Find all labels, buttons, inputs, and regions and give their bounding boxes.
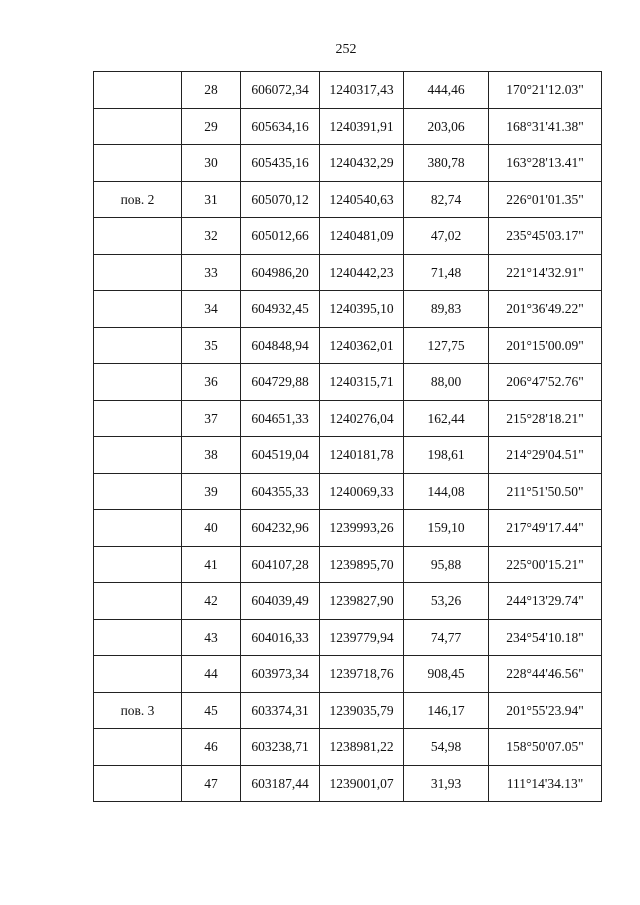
point-number-cell: 28 <box>182 72 241 109</box>
segment-length-cell: 908,45 <box>404 656 489 693</box>
segment-length-cell: 198,61 <box>404 437 489 474</box>
direction-angle-cell: 214°29'04.51" <box>489 437 602 474</box>
y-coordinate-cell: 1239895,70 <box>320 546 404 583</box>
y-coordinate-cell: 1240442,23 <box>320 254 404 291</box>
table-row <box>94 108 602 145</box>
table-row <box>94 327 602 364</box>
x-coordinate-cell: 604107,28 <box>241 546 320 583</box>
y-coordinate-cell: 1239035,79 <box>320 692 404 729</box>
direction-angle-cell: 244°13'29.74" <box>489 583 602 620</box>
point-number-cell: 40 <box>182 510 241 547</box>
segment-length-cell: 71,48 <box>404 254 489 291</box>
x-coordinate-cell: 604355,33 <box>241 473 320 510</box>
turn-label-cell <box>94 291 182 328</box>
segment-length-cell: 203,06 <box>404 108 489 145</box>
table-row <box>94 145 602 182</box>
direction-angle-cell: 228°44'46.56" <box>489 656 602 693</box>
direction-angle-cell: 226°01'01.35" <box>489 181 602 218</box>
point-number-cell: 29 <box>182 108 241 145</box>
x-coordinate-cell: 604232,96 <box>241 510 320 547</box>
segment-length-cell: 31,93 <box>404 765 489 802</box>
table-row <box>94 546 602 583</box>
turn-label-cell: пов. 3 <box>94 692 182 729</box>
point-number-cell: 30 <box>182 145 241 182</box>
table-row <box>94 364 602 401</box>
turn-label-cell <box>94 400 182 437</box>
point-number-cell: 33 <box>182 254 241 291</box>
direction-angle-cell: 225°00'15.21" <box>489 546 602 583</box>
turn-label-cell <box>94 583 182 620</box>
coordinates-table-body <box>94 72 602 802</box>
direction-angle-cell: 170°21'12.03" <box>489 72 602 109</box>
point-number-cell: 43 <box>182 619 241 656</box>
y-coordinate-cell: 1240362,01 <box>320 327 404 364</box>
y-coordinate-cell: 1239001,07 <box>320 765 404 802</box>
direction-angle-cell: 211°51'50.50" <box>489 473 602 510</box>
turn-label-cell <box>94 510 182 547</box>
table-row <box>94 692 602 729</box>
x-coordinate-cell: 603973,34 <box>241 656 320 693</box>
table-row <box>94 218 602 255</box>
y-coordinate-cell: 1240317,43 <box>320 72 404 109</box>
point-number-cell: 46 <box>182 729 241 766</box>
y-coordinate-cell: 1239827,90 <box>320 583 404 620</box>
point-number-cell: 34 <box>182 291 241 328</box>
y-coordinate-cell: 1240276,04 <box>320 400 404 437</box>
turn-label-cell <box>94 254 182 291</box>
direction-angle-cell: 201°36'49.22" <box>489 291 602 328</box>
direction-angle-cell: 235°45'03.17" <box>489 218 602 255</box>
turn-label-cell <box>94 473 182 510</box>
direction-angle-cell: 168°31'41.38" <box>489 108 602 145</box>
segment-length-cell: 146,17 <box>404 692 489 729</box>
table-row <box>94 181 602 218</box>
segment-length-cell: 159,10 <box>404 510 489 547</box>
turn-label-cell <box>94 218 182 255</box>
direction-angle-cell: 234°54'10.18" <box>489 619 602 656</box>
point-number-cell: 44 <box>182 656 241 693</box>
segment-length-cell: 89,83 <box>404 291 489 328</box>
y-coordinate-cell: 1239779,94 <box>320 619 404 656</box>
x-coordinate-cell: 605435,16 <box>241 145 320 182</box>
table-row <box>94 72 602 109</box>
table-row <box>94 729 602 766</box>
x-coordinate-cell: 604729,88 <box>241 364 320 401</box>
direction-angle-cell: 221°14'32.91" <box>489 254 602 291</box>
x-coordinate-cell: 604039,49 <box>241 583 320 620</box>
point-number-cell: 35 <box>182 327 241 364</box>
turn-label-cell <box>94 656 182 693</box>
direction-angle-cell: 163°28'13.41" <box>489 145 602 182</box>
turn-label-cell <box>94 108 182 145</box>
segment-length-cell: 54,98 <box>404 729 489 766</box>
turn-label-cell <box>94 364 182 401</box>
turn-label-cell <box>94 145 182 182</box>
point-number-cell: 41 <box>182 546 241 583</box>
segment-length-cell: 82,74 <box>404 181 489 218</box>
point-number-cell: 38 <box>182 437 241 474</box>
y-coordinate-cell: 1240395,10 <box>320 291 404 328</box>
x-coordinate-cell: 604519,04 <box>241 437 320 474</box>
point-number-cell: 37 <box>182 400 241 437</box>
turn-label-cell <box>94 327 182 364</box>
direction-angle-cell: 111°14'34.13" <box>489 765 602 802</box>
point-number-cell: 31 <box>182 181 241 218</box>
segment-length-cell: 74,77 <box>404 619 489 656</box>
turn-label-cell <box>94 729 182 766</box>
turn-label-cell <box>94 437 182 474</box>
x-coordinate-cell: 605012,66 <box>241 218 320 255</box>
coordinates-table <box>93 71 602 802</box>
point-number-cell: 39 <box>182 473 241 510</box>
y-coordinate-cell: 1240391,91 <box>320 108 404 145</box>
point-number-cell: 32 <box>182 218 241 255</box>
turn-label-cell <box>94 72 182 109</box>
x-coordinate-cell: 604016,33 <box>241 619 320 656</box>
segment-length-cell: 88,00 <box>404 364 489 401</box>
point-number-cell: 47 <box>182 765 241 802</box>
direction-angle-cell: 201°55'23.94" <box>489 692 602 729</box>
table-row <box>94 656 602 693</box>
table-row <box>94 291 602 328</box>
segment-length-cell: 95,88 <box>404 546 489 583</box>
x-coordinate-cell: 603238,71 <box>241 729 320 766</box>
direction-angle-cell: 215°28'18.21" <box>489 400 602 437</box>
segment-length-cell: 47,02 <box>404 218 489 255</box>
segment-length-cell: 162,44 <box>404 400 489 437</box>
y-coordinate-cell: 1238981,22 <box>320 729 404 766</box>
table-row <box>94 437 602 474</box>
segment-length-cell: 380,78 <box>404 145 489 182</box>
y-coordinate-cell: 1240181,78 <box>320 437 404 474</box>
direction-angle-cell: 217°49'17.44" <box>489 510 602 547</box>
x-coordinate-cell: 604651,33 <box>241 400 320 437</box>
y-coordinate-cell: 1240315,71 <box>320 364 404 401</box>
table-row <box>94 619 602 656</box>
y-coordinate-cell: 1239993,26 <box>320 510 404 547</box>
turn-label-cell: пов. 2 <box>94 181 182 218</box>
y-coordinate-cell: 1240069,33 <box>320 473 404 510</box>
x-coordinate-cell: 603374,31 <box>241 692 320 729</box>
segment-length-cell: 127,75 <box>404 327 489 364</box>
x-coordinate-cell: 605634,16 <box>241 108 320 145</box>
x-coordinate-cell: 604848,94 <box>241 327 320 364</box>
table-row <box>94 583 602 620</box>
point-number-cell: 42 <box>182 583 241 620</box>
table-row <box>94 400 602 437</box>
x-coordinate-cell: 606072,34 <box>241 72 320 109</box>
y-coordinate-cell: 1240481,09 <box>320 218 404 255</box>
table-row <box>94 473 602 510</box>
point-number-cell: 36 <box>182 364 241 401</box>
segment-length-cell: 53,26 <box>404 583 489 620</box>
turn-label-cell <box>94 619 182 656</box>
segment-length-cell: 444,46 <box>404 72 489 109</box>
x-coordinate-cell: 605070,12 <box>241 181 320 218</box>
direction-angle-cell: 158°50'07.05" <box>489 729 602 766</box>
table-row <box>94 254 602 291</box>
point-number-cell: 45 <box>182 692 241 729</box>
y-coordinate-cell: 1239718,76 <box>320 656 404 693</box>
turn-label-cell <box>94 546 182 583</box>
x-coordinate-cell: 604986,20 <box>241 254 320 291</box>
x-coordinate-cell: 604932,45 <box>241 291 320 328</box>
y-coordinate-cell: 1240432,29 <box>320 145 404 182</box>
segment-length-cell: 144,08 <box>404 473 489 510</box>
x-coordinate-cell: 603187,44 <box>241 765 320 802</box>
table-row <box>94 765 602 802</box>
direction-angle-cell: 206°47'52.76" <box>489 364 602 401</box>
y-coordinate-cell: 1240540,63 <box>320 181 404 218</box>
turn-label-cell <box>94 765 182 802</box>
page-number: 252 <box>335 42 357 57</box>
table-row <box>94 510 602 547</box>
direction-angle-cell: 201°15'00.09" <box>489 327 602 364</box>
